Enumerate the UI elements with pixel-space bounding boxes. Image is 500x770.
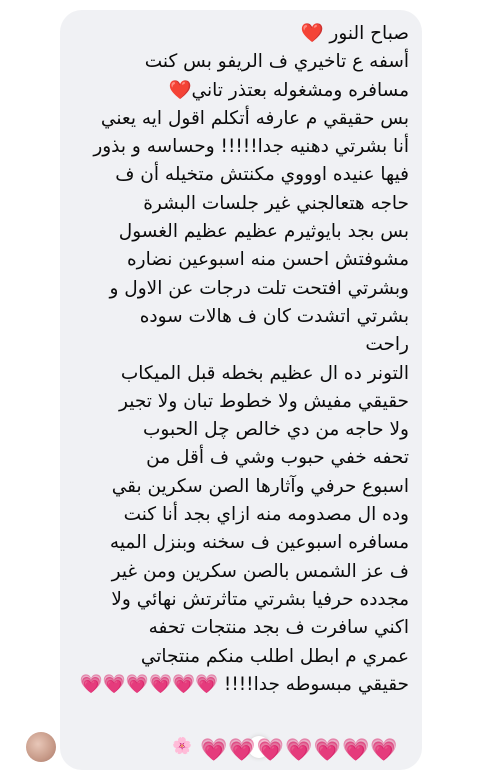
heart-emoji-row: 💗💗💗💗💗💗💗 [200, 738, 399, 763]
message-line: التونر ده ال عظيم بخطه قبل الميكاب [120, 362, 409, 384]
message-line: مسافره اسبوعين ف سخنه وبنزل الميه [109, 532, 409, 554]
message-line: مسافره ومشغوله بعتذر تاني❤️ [168, 79, 409, 101]
message-line: اكني سافرت ف بجد منتجات تحفه [148, 617, 409, 639]
message-line: بس حقيقي م عارفه أتكلم اقول ايه يعني [100, 107, 409, 129]
message-line: أنا بشرتي دهنيه جدا!!!!! وحساسه و بذور [93, 136, 409, 158]
message-bubble[interactable] [60, 10, 422, 770]
message-line: بشرتي اتشدت كان ف هالات سوده [139, 305, 409, 327]
message-line: أسفه ع تاخيري ف الريفو بس كنت [144, 51, 409, 73]
message-line: مشوفتش احسن منه اسبوعين نضاره [126, 249, 409, 271]
message-line: مجدده حرفيا بشرتي متاثرتش نهائي ولا [111, 588, 409, 610]
message-line: وده ال مصدومه منه ازاي بجد أنا كنت [123, 504, 409, 526]
message-line: ولا حاجه من دي خالص چل الحبوب [142, 419, 409, 441]
message-line: وبشرتي افتحت تلت درجات عن الاول و [109, 277, 409, 299]
message-line: ف عز الشمس بالصن سكرين ومن غير [111, 560, 409, 582]
blossom-icon: 🌸 [172, 736, 192, 755]
message-line: حاجه هتعالجني غير جلسات البشرة [143, 192, 409, 214]
message-line: حقيقي مبسوطه جدا!!!! 💗💗💗💗💗💗 [79, 673, 409, 695]
message-line: صباح النور ❤️ [300, 23, 409, 44]
message-line: تحفه خفي حبوب وشي ف أقل من [146, 447, 409, 469]
message-line: بس بجد بايوثيرم عظيم عظيم الغسول [118, 221, 409, 243]
message-line: فيها عنيده اوووي مكنتش متخيله أن ف [115, 164, 409, 186]
message-line: عمري م ابطل اطلب منكم منتجاتي [140, 645, 409, 667]
message-line: حقيقي مفيش ولا خطوط تبان ولا تجير [119, 390, 409, 412]
sender-avatar[interactable] [26, 732, 56, 762]
message-line: اسبوع حرفي وآثارها الصن سكرين بقي [111, 475, 409, 497]
message-line: راحت [365, 334, 409, 356]
